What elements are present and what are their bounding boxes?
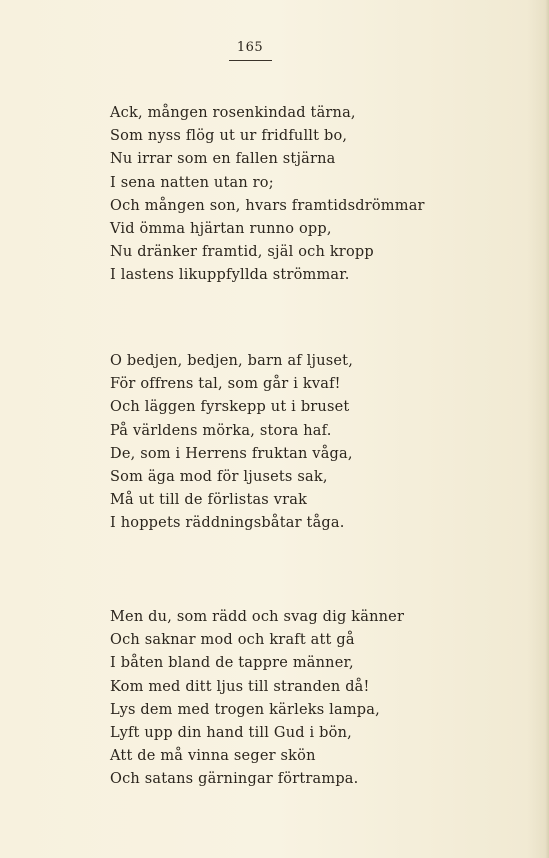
poem-line: I båten bland de tappre männer, xyxy=(110,655,354,672)
page-number-rule xyxy=(229,60,272,61)
poem-line: Som äga mod för ljusets sak, xyxy=(110,469,328,486)
poem-line: Att de må vinna seger skön xyxy=(110,748,316,765)
poem-line: Vid ömma hjärtan runno opp, xyxy=(110,221,332,238)
stanza-3 xyxy=(110,606,530,792)
poem-line: Kom med ditt ljus till stranden då! xyxy=(110,678,370,695)
page-edge-shadow xyxy=(545,0,549,858)
poem-line: Lys dem med trogen kärleks lampa, xyxy=(110,701,380,718)
poem-line: Och saknar mod och kraft att gå xyxy=(110,632,355,649)
poem-line: Ack, mången rosenkindad tärna, xyxy=(110,105,356,121)
page-number: 165 xyxy=(236,40,264,55)
poem-line: Som nyss flög ut ur fridfullt bo, xyxy=(110,128,348,145)
poem-line: Och mången son, hvars framtidsdrömmar xyxy=(110,197,425,214)
stanza-1 xyxy=(110,102,530,288)
poem-line: Men du, som rädd och svag dig känner xyxy=(110,609,405,625)
poem-line: Nu dränker framtid, själ och kropp xyxy=(110,244,374,261)
poem-line: I hoppets räddningsbåtar tåga. xyxy=(110,515,345,532)
stanza-2 xyxy=(110,350,530,536)
poem-line: Nu irrar som en fallen stjärna xyxy=(110,151,336,168)
poem-line: Och läggen fyrskepp ut i bruset xyxy=(110,399,350,416)
poem-line: För offrens tal, som går i kvaf! xyxy=(110,376,341,393)
poem-line: O bedjen, bedjen, barn af ljuset, xyxy=(110,353,354,369)
poem-line: De, som i Herrens fruktan våga, xyxy=(110,445,353,462)
poem-line: Och satans gärningar förtrampa. xyxy=(110,771,359,788)
poem-line: Lyft upp din hand till Gud i bön, xyxy=(110,725,352,742)
poem-line: På världens mörka, stora haf. xyxy=(110,422,332,439)
poem-line: I lastens likuppfyllda strömmar. xyxy=(110,267,350,284)
poem-line: Må ut till de förlistas vrak xyxy=(110,492,308,509)
poem-line: I sena natten utan ro; xyxy=(110,174,274,191)
